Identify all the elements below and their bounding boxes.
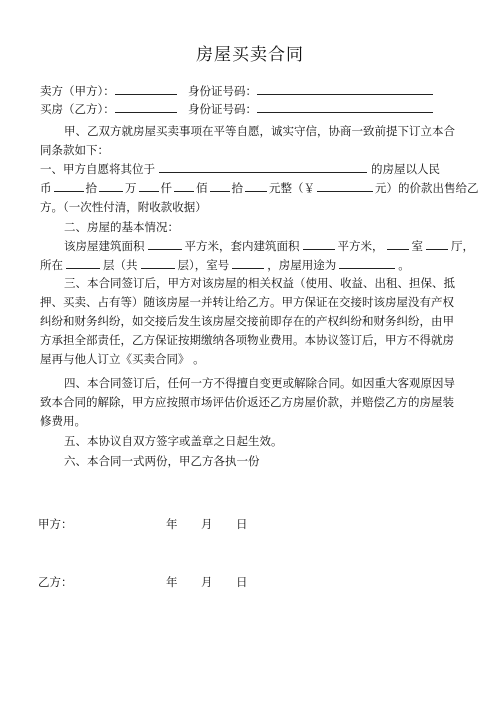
clause-2-text: 室 — [411, 239, 423, 253]
clause-5 — [40, 432, 468, 451]
clause-5-line: 五、本协议自双方签字或盖章之日起生效。 — [64, 434, 283, 448]
clause-3-line: 三、本合同签订后，甲方对该房屋的相关权益（使用、收益、出租、担保、抵 — [64, 276, 455, 290]
clause-2-text: 层（共 — [103, 258, 138, 272]
clause-1-text: 币 — [40, 181, 52, 195]
clause-2-text: 。 — [398, 258, 410, 272]
seller-id-blank[interactable] — [257, 82, 433, 95]
clause-6-line: 六、本合同一式两份，甲乙方各执一份 — [64, 454, 260, 468]
amount-blank[interactable] — [174, 179, 194, 192]
buyer-id-label: 身份证号码： — [188, 102, 257, 116]
amount-blank[interactable] — [54, 179, 84, 192]
intro-line: 同条款如下： — [40, 143, 109, 157]
clause-4-line: 致本合同的解除，甲方应按照市场评估价返还乙方房屋价款，并赔偿乙方的房屋装 — [40, 395, 454, 409]
total-floors-blank[interactable] — [141, 256, 175, 269]
clause-2-title: 二、房屋的基本情况： — [64, 220, 179, 234]
clause-4-line: 修费用。 — [40, 414, 86, 428]
seller-label: 卖方（甲方）： — [40, 84, 115, 98]
clause-3-line: 方承担全部责任，乙方保证按期缴纳各项物业费用。本协议签订后，甲方不得就房 — [40, 333, 454, 347]
clause-2-text: 厅， — [451, 239, 474, 253]
clause-1-text: 拾 — [85, 181, 97, 195]
buyer-id-row — [188, 100, 433, 117]
buyer-name-blank[interactable] — [115, 100, 177, 113]
page-title: 房屋买卖合同 — [196, 45, 304, 65]
signature-a-month: 月 — [201, 517, 213, 531]
clause-1 — [40, 160, 479, 217]
amount-blank[interactable] — [245, 179, 267, 192]
clause-3 — [40, 274, 468, 369]
clause-1-text: 佰 — [196, 181, 208, 195]
signature-b-year: 年 — [166, 575, 178, 589]
inner-area-blank[interactable] — [303, 237, 335, 250]
rooms-blank[interactable] — [387, 237, 409, 250]
floor-blank[interactable] — [66, 256, 100, 269]
halls-blank[interactable] — [426, 237, 448, 250]
clause-1-text: 元整（￥ — [269, 181, 315, 195]
clause-2-text: 层），室号 — [177, 258, 230, 272]
clause-1-text: 方。（一次性付清，附收款收据） — [40, 200, 207, 214]
buyer-label: 买房（乙方）： — [40, 102, 115, 116]
signature-a-year: 年 — [166, 517, 178, 531]
amount-blank[interactable] — [210, 179, 230, 192]
clause-1-text: 一、甲方自愿将其位于 — [40, 162, 155, 176]
clause-2-text: 该房屋建筑面积 — [64, 239, 145, 253]
property-location-blank[interactable] — [159, 160, 367, 173]
amount-blank[interactable] — [139, 179, 159, 192]
clause-2-text: 平方米，套内建筑面积 — [184, 239, 300, 253]
buyer-id-blank[interactable] — [257, 100, 433, 113]
amount-blank[interactable] — [99, 179, 123, 192]
amount-figure-blank[interactable] — [317, 179, 373, 192]
clause-1-text: 元）的价款出售给乙 — [375, 181, 479, 195]
clause-2-text: 平方米， — [337, 239, 384, 253]
intro-line: 甲、乙双方就房屋买卖事项在平等自愿，诚实守信，协商一致前提下订立本合 — [64, 124, 455, 138]
clause-6 — [40, 452, 468, 471]
clause-3-line: 纠纷和财务纠纷，如交接后发生该房屋交接前即存在的产权纠纷和财务纠纷，由甲 — [40, 314, 454, 328]
clause-1-text: 拾 — [231, 181, 243, 195]
clause-1-text: 万 — [125, 181, 137, 195]
clause-4 — [40, 374, 468, 431]
seller-row — [40, 82, 177, 99]
signature-b-month: 月 — [201, 575, 213, 589]
signature-party-a-label: 甲方： — [38, 517, 73, 531]
seller-id-label: 身份证号码： — [188, 84, 257, 98]
clause-4-line: 四、本合同签订后，任何一方不得擅自变更或解除合同。如因重大客观原因导 — [64, 376, 455, 390]
building-area-blank[interactable] — [148, 237, 182, 250]
clause-2-text: ，房屋用途为 — [267, 258, 337, 272]
buyer-row — [40, 100, 177, 117]
signature-party-b-label: 乙方： — [38, 575, 73, 589]
seller-id-row — [188, 82, 433, 99]
usage-blank[interactable] — [339, 256, 395, 269]
signature-b-day: 日 — [236, 575, 248, 589]
signature-a-day: 日 — [236, 517, 248, 531]
clause-3-line: 屋再与他人订立《买卖合同》 。 — [40, 352, 205, 366]
clause-1-text: 仟 — [160, 181, 172, 195]
room-number-blank[interactable] — [232, 256, 264, 269]
clause-1-text: 的房屋以人民 — [371, 162, 440, 176]
clause-2 — [40, 218, 474, 275]
seller-name-blank[interactable] — [115, 82, 177, 95]
clause-3-line: 押、买卖、占有等）随该房屋一并转让给乙方。甲方保证在交接时该房屋没有产权 — [40, 295, 454, 309]
clause-2-text: 所在 — [40, 258, 63, 272]
intro-paragraph — [40, 122, 468, 160]
